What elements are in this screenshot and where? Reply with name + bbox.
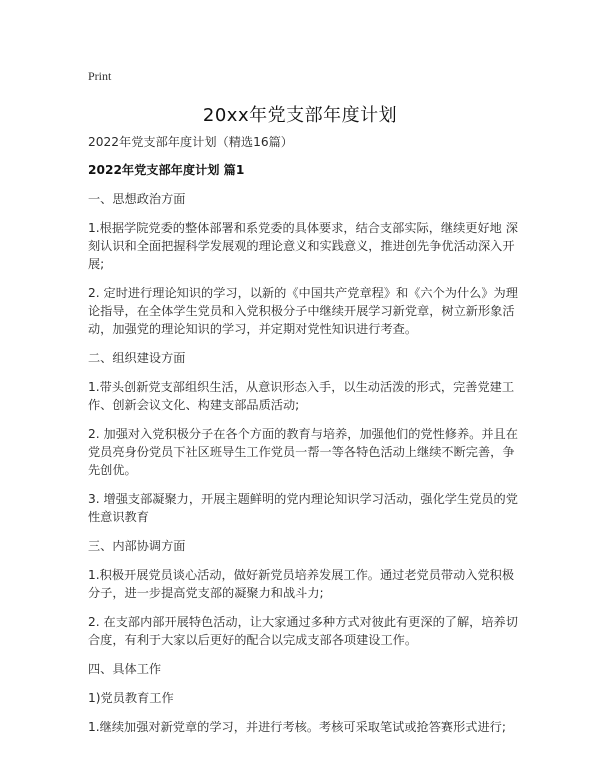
paragraph: 1.带头创新党支部组织生活，从意识形态入手，以生动活泼的形式，完善党建工作、创新会议文化、构建支部品质活动; <box>88 380 515 412</box>
section-title: 2022年党支部年度计划 篇1 <box>88 163 245 177</box>
document-title: 20xx年党支部年度计划 <box>202 105 398 126</box>
paragraph: 2. 定时进行理论知识的学习，以新的《中国共产党章程》和《六个为什么》为理论指导，在全体学生党员和入党积极分子中继续开展学习新党章，树立新形象活动，加强党的理论知识的学习，并定期对党性知识进行考查。 <box>88 286 518 336</box>
paragraph: 1.积极开展党员谈心活动，做好新党员培养发展工作。通过老党员带动入党积极分子，进一步提高党支部的凝聚力和战斗力; <box>88 568 515 600</box>
paragraph: 1.根据学院党委的整体部署和系党委的具体要求，结合支部实际，继续更好地 深刻认识和全面把握科学发展观的理论意义和实践意义，推进创先争优活动深入开展; <box>88 221 518 271</box>
paragraph: 2. 加强对入党积极分子在各个方面的教育与培养，加强他们的党性修养。并且在党员亮身份党员下社区班导生工作党员一帮一等各特色活动上继续不断完善，争先创优。 <box>88 427 518 477</box>
document-body <box>88 133 518 736</box>
document-subtitle: 2022年党支部年度计划（精选16篇） <box>88 135 293 149</box>
heading-internal-coordination: 三、内部协调方面 <box>88 539 186 553</box>
subheading-member-education: 1)党员教育工作 <box>88 691 174 705</box>
paragraph: 3. 增强支部凝聚力，开展主题鲜明的党内理论知识学习活动，强化学生党员的党性意识教育 <box>88 492 518 524</box>
paragraph: 2. 在支部内部开展特色活动，让大家通过多种方式对彼此有更深的了解，培养切合度，有利于大家以后更好的配合以完成支部各项建设工作。 <box>88 615 518 647</box>
print-label: Print <box>88 69 112 83</box>
paragraph: 1.继续加强对新党章的学习，并进行考核。考核可采取笔试或抢答赛形式进行; <box>88 720 506 734</box>
heading-organization: 二、组织建设方面 <box>88 351 186 365</box>
heading-ideology: 一、思想政治方面 <box>88 192 186 206</box>
heading-specific-work: 四、具体工作 <box>88 662 162 676</box>
